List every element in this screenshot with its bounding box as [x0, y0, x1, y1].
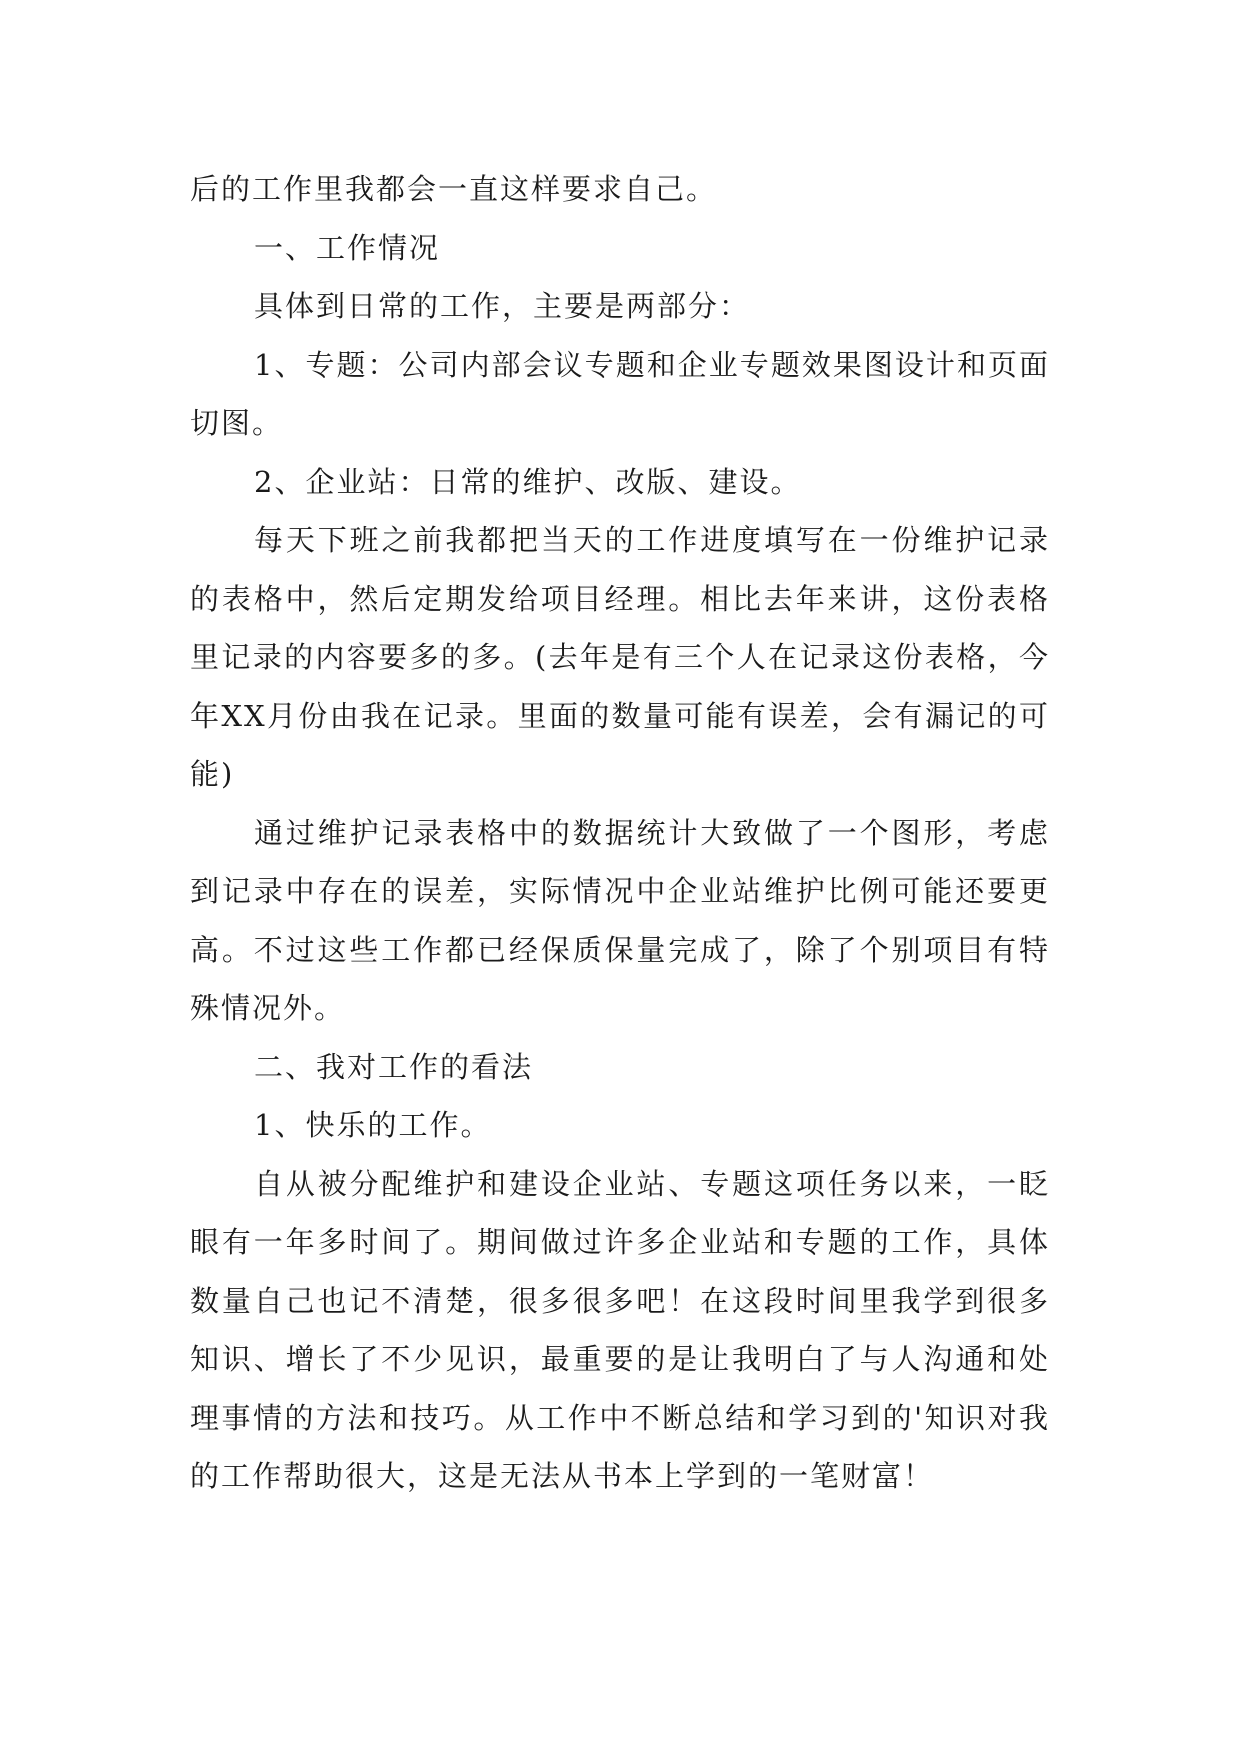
paragraph-daily-work-intro: 具体到日常的工作，主要是两部分： — [254, 289, 751, 323]
list-item-happy-work: 1、快乐的工作。 — [254, 1108, 492, 1142]
list-item-topics: 1、专题：公司内部会议专题和企业专题效果图设计和页面切图。 — [190, 347, 1050, 440]
paragraph-statistics: 通过维护记录表格中的数据统计大致做了一个图形，考虑到记录中存在的误差，实际情况中企业站维护比例可能还要更高。不过这些工作都已经保质保量完成了，除了个别项目有特殊情况外。 — [190, 815, 1050, 1025]
paragraph-experience: 自从被分配维护和建设企业站、专题这项任务以来，一眨眼有一年多时间了。期间做过许多企业站和专题的工作，具体数量自己也记不清楚，很多很多吧！在这段时间里我学到很多知识、增长了不少见识，最重要的是让我明白了与人沟通和处理事情的方法和技巧。从工作中不断总结和学习到的'知识对我的工作帮助很大，这是无法从书本上学到的一笔财富！ — [190, 1166, 1050, 1493]
paragraph-continuation: 后的工作里我都会一直这样要求自己。 — [190, 172, 718, 206]
list-item-enterprise-sites: 2、企业站：日常的维护、改版、建设。 — [254, 464, 802, 499]
document-body — [190, 160, 1050, 1506]
paragraph-maintenance-record: 每天下班之前我都把当天的工作进度填写在一份维护记录的表格中，然后定期发给项目经理。相比去年来讲，这份表格里记录的内容要多的多。(去年是有三个人在记录这份表格，今年XX月份由我在记录。里面的数量可能有误差，会有漏记的可能) — [190, 523, 1050, 791]
section-heading-work-views: 二、我对工作的看法 — [254, 1049, 534, 1084]
section-heading-work-situation: 一、工作情况 — [254, 230, 441, 265]
